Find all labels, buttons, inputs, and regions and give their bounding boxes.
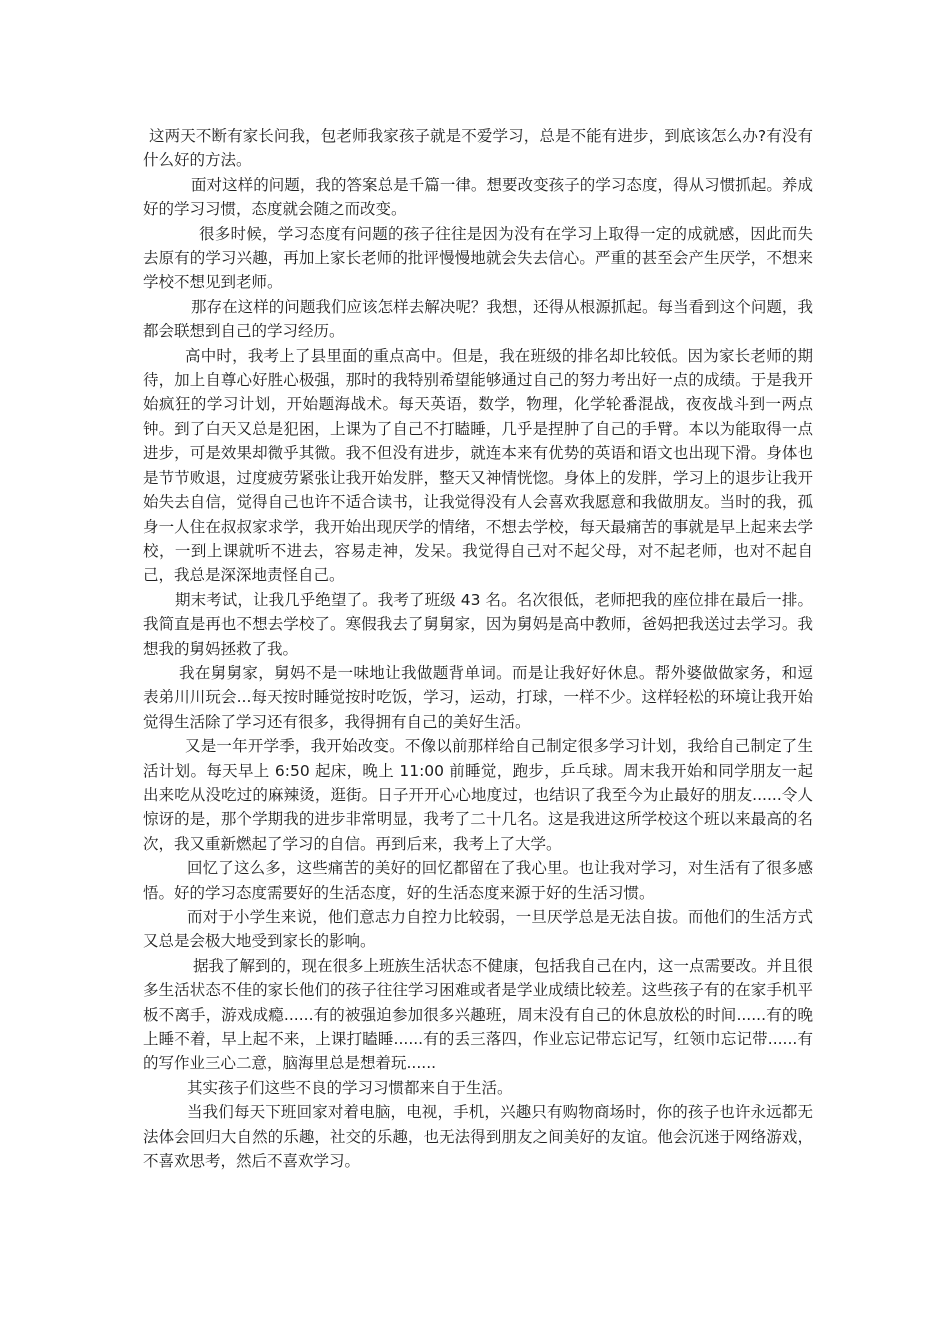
paragraph: 我在舅舅家，舅妈不是一味地让我做题背单词。而是让我好好休息。帮外婆做做家务，和逗表弟川川玩会...每天按时睡觉按时吃饭，学习，运动，打球，一样不少。这样轻松的环境让我开始觉得生活除了学习还有很多，我得拥有自己的美好生活。 [143,663,813,731]
paragraph: 回忆了这么多，这些痛苦的美好的回忆都留在了我心里。也让我对学习，对生活有了很多感悟。好的学习态度需要好的生活态度，好的生活态度来源于好的生活习惯。 [143,859,813,902]
paragraph: 很多时候，学习态度有问题的孩子往往是因为没有在学习上取得一定的成就感，因此而失去原有的学习兴趣，再加上家长老师的批评慢慢地就会失去信心。严重的甚至会产生厌学，不想来学校不想见到老师。 [143,224,813,292]
paragraph: 当我们每天下班回家对着电脑，电视，手机，兴趣只有购物商场时，你的孩子也许永远都无法体会回归大自然的乐趣，社交的乐趣，也无法得到朋友之间美好的友谊。他会沉迷于网络游戏，不喜欢思考，然后不喜欢学习。 [143,1103,813,1171]
article-body [143,124,813,1173]
paragraph: 高中时，我考上了县里面的重点高中。但是，我在班级的排名却比较低。因为家长老师的期待，加上自尊心好胜心极强，那时的我特别希望能够通过自己的努力考出好一点的成绩。于是我开始疯狂的学习计划，开始题海战术。每天英语，数学，物理，化学轮番混战，夜夜战斗到一两点钟。到了白天又总是犯困，上课为了自己不打瞌睡，几乎是捏肿了自己的手臂。本以为能取得一点进步，可是效果却微乎其微。我不但没有进步，就连本来有优势的英语和语文也出现下滑。身体也是节节败退，过度疲劳紧张让我开始发胖，整天又神情恍惚。身体上的发胖，学习上的退步让我开始失去自信，觉得自己也许不适合读书，让我觉得没有人会喜欢我愿意和我做朋友。当时的我，孤身一人住在叔叔家求学，我开始出现厌学的情绪，不想去学校，每天最痛苦的事就是早上起来去学校，一到上课就听不进去，容易走神，发呆。我觉得自己对不起父母，对不起老师，也对不起自己，我总是深深地责怪自己。 [143,346,813,585]
paragraph: 而对于小学生来说，他们意志力自控力比较弱，一旦厌学总是无法自拔。而他们的生活方式又总是会极大地受到家长的影响。 [143,908,813,951]
paragraph: 那存在这样的问题我们应该怎样去解决呢？我想，还得从根源抓起。每当看到这个问题，我都会联想到自己的学习经历。 [143,297,813,341]
paragraph: 面对这样的问题，我的答案总是千篇一律。想要改变孩子的学习态度，得从习惯抓起。养成好的学习习惯，态度就会随之而改变。 [143,175,813,219]
paragraph: 又是一年开学季，我开始改变。不像以前那样给自己制定很多学习计划，我给自己制定了生活计划。每天早上 6:50 起床，晚上 11:00 前睡觉，跑步，乒乓球。周末我开始和同学朋友一起出来吃从没吃过的麻辣烫，逛街。日子开开心心地度过，也结识了我至今为止最好的朋友......令人惊讶的是，那个学期我的进步非常明显，我考了二十几名。这是我进这所学校这个班以来最高的名次，我又重新燃起了学习的自信。再到后来，我考上了大学。 [143,737,813,853]
paragraph: 期末考试，让我几乎绝望了。我考了班级 43 名。名次很低，老师把我的座位排在最后一排。我简直是再也不想去学校了。寒假我去了舅舅家，因为舅妈是高中教师，爸妈把我送过去学习。我想我的舅妈拯救了我。 [143,590,813,658]
paragraph: 其实孩子们这些不良的学习习惯都来自于生活。 [187,1078,513,1097]
paragraph: 这两天不断有家长问我，包老师我家孩子就是不爱学习，总是不能有进步，到底该怎么办?有没有什么好的方法。 [143,127,813,170]
paragraph: 据我了解到的，现在很多上班族生活状态不健康，包括我自己在内，这一点需要改。并且很多生活状态不佳的家长他们的孩子往往学习困难或者是学业成绩比较差。这些孩子有的在家手机平板不离手，游戏成瘾......有的被强迫参加很多兴趣班，周末没有自己的休息放松的时间......有的晚上睡不着，早上起不来，上课打瞌睡......有的丢三落四，作业忘记带忘记写，红领巾忘记带......有的写作业三心二意，脑海里总是想着玩...... [143,956,814,1073]
